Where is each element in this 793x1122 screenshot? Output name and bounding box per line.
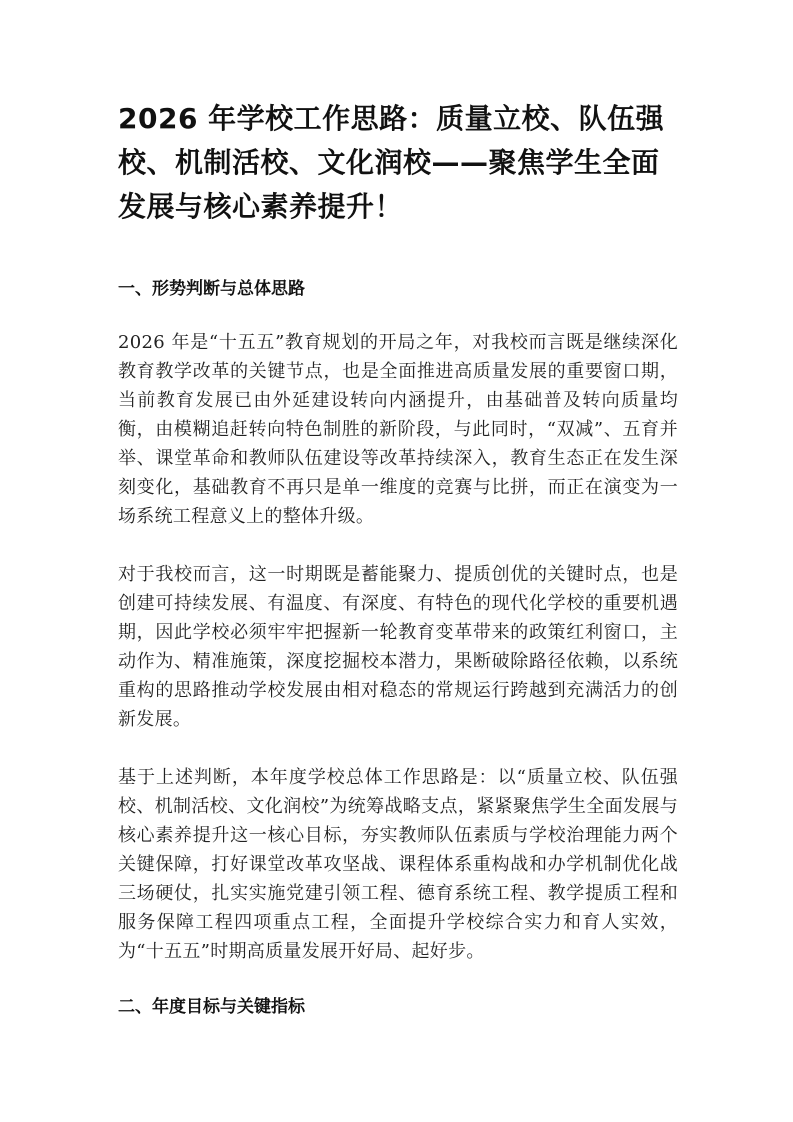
document-page [118, 97, 678, 1019]
document-title: 2026 年学校工作思路：质量立校、队伍强校、机制活校、文化润校——聚焦学生全面发展与核心素养提升！ [118, 102, 665, 223]
paragraph-situation-2: 对于我校而言，这一时期既是蓄能聚力、提质创优的关键时点，也是创建可持续发展、有温度、有深度、有特色的现代化学校的重要机遇期，因此学校必须牢牢把握新一轮教育变革带来的政策红利窗口，主动作为、精准施策，深度挖掘校本潜力，果断破除路径依赖，以系统重构的思路推动学校发展由相对稳态的常规运行跨越到充满活力的创新发展。 [118, 564, 678, 730]
section-heading-annual-goals: 二、年度目标与关键指标 [118, 997, 305, 1017]
section-heading-situation: 一、形势判断与总体思路 [118, 279, 305, 299]
paragraph-situation-1: 2026 年是“十五五”教育规划的开局之年，对我校而言既是继续深化教育教学改革的关键节点，也是全面推进高质量发展的重要窗口期，当前教育发展已由外延建设转向内涵提升，由基础普及转向质量均衡，由模糊追赶转向特色制胜的新阶段，与此同时，“双减”、五育并举、课堂革命和教师队伍建设等改革持续深入，教育生态正在发生深刻变化，基础教育不再只是单一维度的竞赛与比拼，而正在演变为一场系统工程意义上的整体升级。 [118, 332, 678, 527]
paragraph-situation-3: 基于上述判断，本年度学校总体工作思路是：以“质量立校、队伍强校、机制活校、文化润校”为统筹战略支点，紧紧聚焦学生全面发展与核心素养提升这一核心目标，夯实教师队伍素质与学校治理能力两个关键保障，打好课堂改革攻坚战、课程体系重构战和办学机制优化战三场硬仗，扎实实施党建引领工程、德育系统工程、教学提质工程和服务保障工程四项重点工程，全面提升学校综合实力和育人实效，为“十五五”时期高质量发展开好局、起好步。 [118, 767, 678, 962]
